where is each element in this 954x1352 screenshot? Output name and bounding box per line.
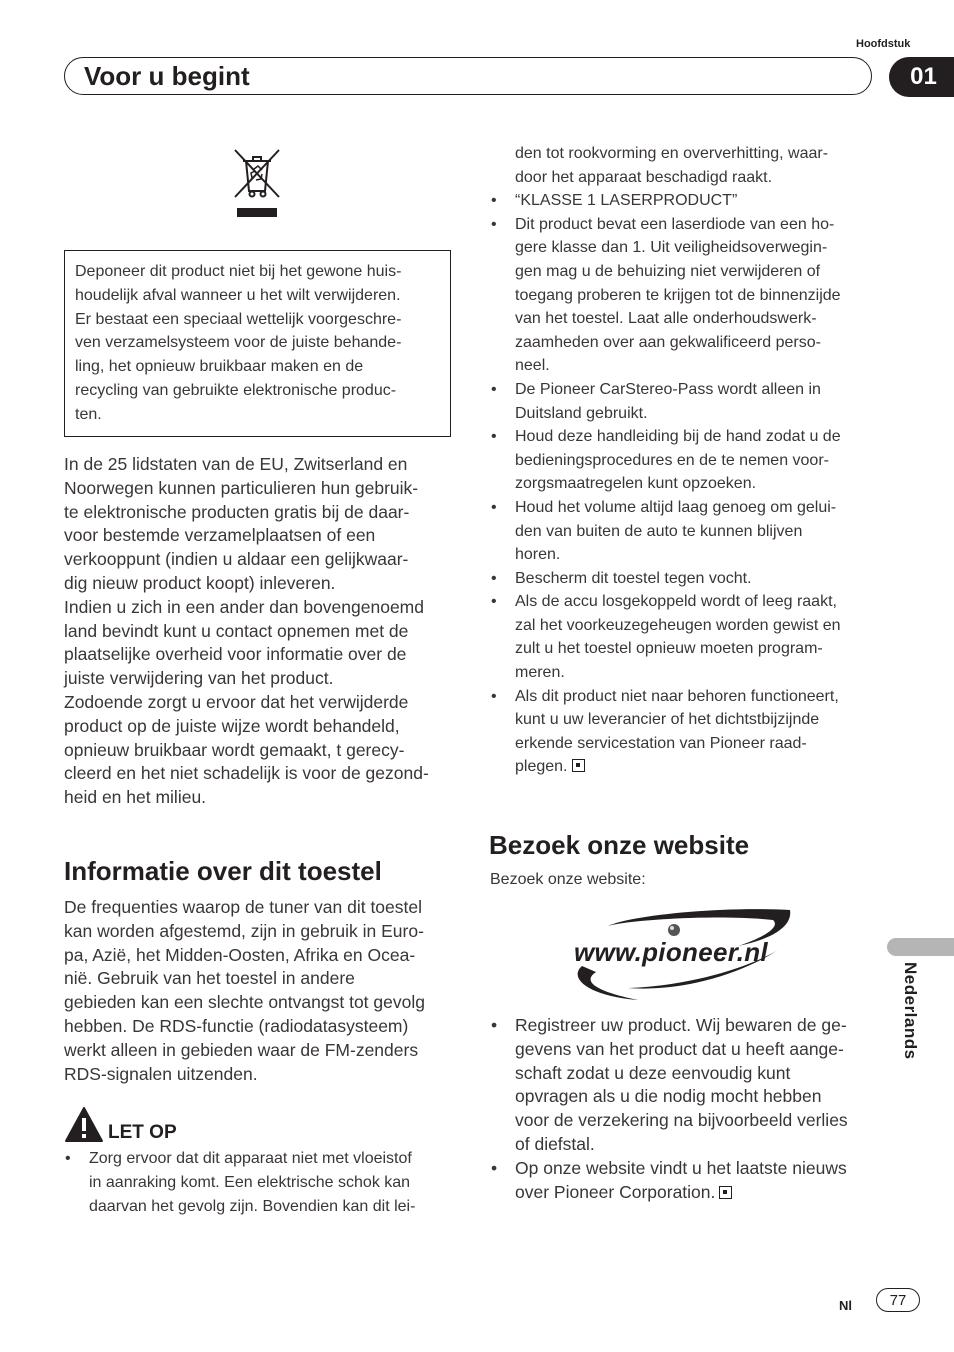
crossed-bin-icon	[232, 147, 282, 219]
list-line: kunt u uw leverancier of het dichtstbijzijnde	[515, 711, 820, 729]
footer-language-code: Nl	[839, 1298, 852, 1313]
info-line: nië. Gebruik van het toestel in andere	[64, 968, 355, 989]
list-item	[490, 425, 882, 496]
chapter-label: Hoofdstuk	[856, 38, 911, 50]
info-line: RDS-signalen uitzenden.	[64, 1063, 258, 1084]
list-line: • Registreer uw product. Wij bewaren de ge-	[515, 1015, 847, 1035]
notice-line: ten.	[75, 405, 102, 423]
notice-line: houdelijk afval wanneer u het wilt verwijderen.	[75, 286, 401, 304]
list-line: schaft zodat u deze eenvoudig kunt	[515, 1062, 791, 1083]
list-line: Duitsland gebruikt.	[515, 404, 648, 422]
list-line	[515, 1181, 880, 1205]
list-line: zorgsmaatregelen kunt opzoeken.	[515, 475, 757, 493]
list-line: horen.	[515, 546, 561, 564]
side-language-label: Nederlands	[901, 962, 920, 1060]
list-line: voor de verzekering na bijvoorbeeld verlies	[515, 1110, 848, 1131]
list-line: gevens van het product dat u heeft aange-	[515, 1038, 844, 1059]
list-line: of diefstal.	[515, 1133, 595, 1154]
list-line: • “KLASSE 1 LASERPRODUCT”	[515, 192, 738, 210]
info-line: pa, Azië, het Midden-Oosten, Afrika en Ocea-	[64, 944, 416, 965]
paragraph-line: Indien u zich in een ander dan bovengenoemd	[64, 596, 424, 617]
list-item	[490, 142, 882, 189]
paragraph-line: heid en het milieu.	[64, 787, 207, 808]
list-line: neel.	[515, 357, 550, 375]
list-item	[490, 378, 882, 425]
list-item	[490, 213, 882, 378]
notice-line: Deponeer dit product niet bij het gewone huis-	[75, 263, 402, 280]
list-item	[490, 1014, 880, 1157]
caution-line: • Zorg ervoor dat dit apparaat niet met vloeistof	[89, 1150, 412, 1167]
paragraph-line: juiste verwijdering van het product.	[64, 668, 334, 689]
list-item	[490, 590, 882, 684]
list-line-text: over Pioneer Corporation.	[515, 1181, 716, 1202]
section-end-icon	[719, 1186, 732, 1199]
paragraph-line: plaatselijke overheid voor informatie over de	[64, 644, 407, 665]
precautions-list	[490, 142, 882, 779]
list-line: gere klasse dan 1. Uit veiligheidsoverwegin-	[515, 239, 828, 257]
list-line: • Als dit product niet naar behoren functioneert,	[515, 687, 839, 705]
list-line: zal het voorkeuzegeheugen worden gewist en	[515, 616, 841, 634]
caution-line: daarvan het gevolg zijn. Bovendien kan dit lei-	[89, 1198, 416, 1215]
info-line: De frequenties waarop de tuner van dit toestel	[64, 897, 422, 917]
list-item	[490, 685, 882, 779]
paragraph-line: product op de juiste wijze wordt behandeld,	[64, 715, 400, 736]
notice-line: ling, het opnieuw bruikbaar maken en de	[75, 358, 364, 376]
list-line: zaamheden over aan gekwalificeerd perso-	[515, 333, 821, 351]
list-line: • Houd het volume altijd laag genoeg om gelui-	[515, 498, 837, 516]
paragraph-line: dig nieuw product koopt) inleveren.	[64, 572, 336, 593]
website-benefits-list	[490, 1014, 880, 1204]
info-section-text	[64, 896, 456, 1086]
list-line: • Als de accu losgekoppeld wordt of leeg raakt,	[515, 593, 837, 611]
list-line: zult u het toestel opnieuw moeten program-	[515, 640, 823, 658]
website-intro: Bezoek onze website:	[490, 871, 646, 888]
list-line: den tot rookvorming en oververhitting, waar-	[515, 145, 829, 162]
info-section-heading: Informatie over dit toestel	[64, 856, 382, 886]
paragraph-line: Zodoende zorgt u ervoor dat het verwijderde	[64, 691, 409, 712]
paragraph-line: Noorwegen kunnen particulieren hun gebruik-	[64, 477, 419, 498]
list-line: • Op onze website vindt u het laatste nieuws	[515, 1157, 847, 1178]
disposal-paragraph	[64, 453, 456, 810]
language-tab-marker	[887, 938, 954, 956]
paragraph-line: te elektronische producten gratis bij de daar-	[64, 501, 410, 522]
paragraph-line: In de 25 lidstaten van de EU, Zwitserland en	[64, 454, 408, 474]
list-line: door het apparaat beschadigd raakt.	[515, 168, 773, 186]
list-line: bedieningsprocedures en de te nemen voor-	[515, 451, 829, 469]
warning-triangle-icon	[64, 1106, 104, 1144]
list-line: toegang proberen te krijgen tot de binnenzijde	[515, 286, 841, 304]
list-line: gen mag u de behuizing niet verwijderen of	[515, 262, 821, 280]
notice-line: recycling van gebruikte elektronische produc-	[75, 381, 397, 399]
notice-line: Er bestaat een speciaal wettelijk voorgeschre-	[75, 310, 402, 328]
info-line: hebben. De RDS-functie (radiodatasysteem)	[64, 1015, 409, 1036]
list-line: meren.	[515, 664, 565, 682]
list-line-text: plegen.	[515, 758, 568, 776]
section-end-icon	[572, 759, 585, 772]
pioneer-website-url[interactable]: www.pioneer.nl	[574, 937, 768, 967]
list-line: • De Pioneer CarStereo-Pass wordt alleen in	[515, 380, 821, 398]
caution-line: in aanraking komt. Een elektrische schok kan	[89, 1174, 411, 1191]
list-line: • Dit product bevat een laserdiode van een ho-	[515, 215, 835, 233]
website-section-heading: Bezoek onze website	[489, 830, 750, 860]
list-line: • Houd deze handleiding bij de hand zodat u de	[515, 428, 841, 446]
caution-label: LET OP	[108, 1122, 177, 1143]
paragraph-line: land bevindt kunt u contact opnemen met de	[64, 620, 409, 641]
list-item	[490, 496, 882, 567]
page-number: 77	[876, 1288, 920, 1312]
info-line: gebieden kan een slechte ontvangst tot gevolg	[64, 992, 425, 1013]
list-item	[490, 1157, 880, 1205]
disposal-notice-box	[64, 250, 451, 437]
info-line: kan worden afgestemd, zijn in gebruik in Euro-	[64, 920, 424, 941]
paragraph-line: verkooppunt (indien u aldaar een gelijkwaar-	[64, 549, 409, 570]
paragraph-line: voor bestemde verzamelplaatsen of een	[64, 525, 376, 546]
paragraph-line: cleerd en het niet schadelijk is voor de gezond-	[64, 763, 429, 784]
notice-line: ven verzamelsysteem voor de juiste behande-	[75, 334, 402, 352]
info-line: werkt alleen in gebieden waar de FM-zenders	[64, 1039, 419, 1060]
list-line: opvragen als u die nodig mocht hebben	[515, 1086, 822, 1107]
list-line: den van buiten de auto te kunnen blijven	[515, 522, 803, 540]
list-line: van het toestel. Laat alle onderhoudswerk-	[515, 310, 817, 328]
paragraph-line: opnieuw bruikbaar wordt gemaakt, t gerecy-	[64, 739, 405, 760]
list-item	[490, 567, 882, 591]
chapter-number-badge: 01	[889, 57, 954, 97]
list-line: erkende servicestation van Pioneer raad-	[515, 734, 807, 752]
caution-list	[64, 1147, 450, 1219]
chapter-title: Voor u begint	[84, 61, 250, 91]
list-line: • Bescherm dit toestel tegen vocht.	[515, 569, 752, 587]
list-item	[490, 189, 882, 213]
list-item	[64, 1147, 450, 1219]
list-line	[515, 755, 882, 779]
